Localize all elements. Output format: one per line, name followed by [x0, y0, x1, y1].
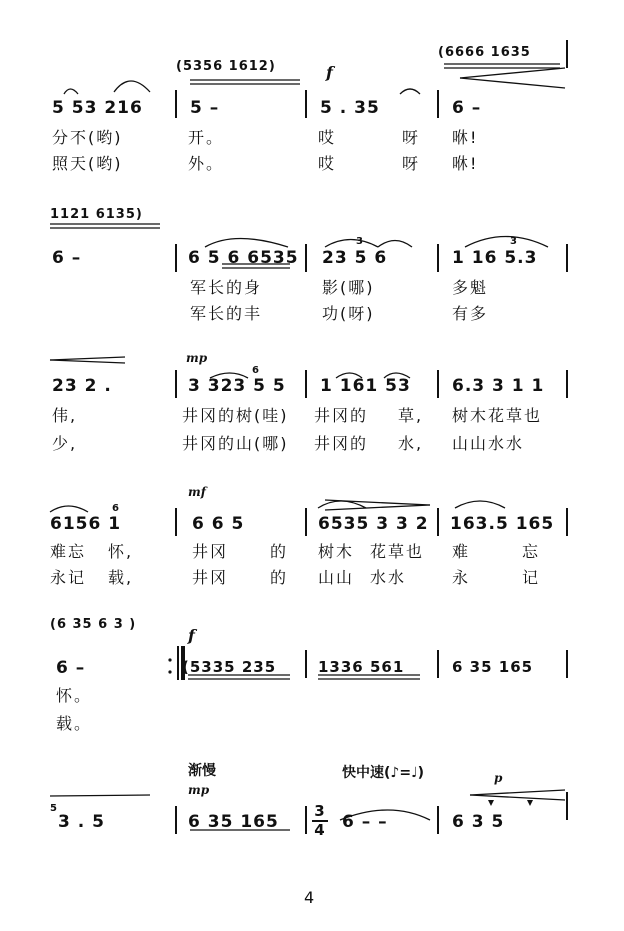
lyric: 怀,: [108, 542, 134, 561]
grace-note: 3: [510, 236, 517, 247]
lyric: 的: [270, 568, 289, 587]
dynamic-mezzo-forte: mf: [188, 485, 206, 499]
lyric: 影(哪): [322, 278, 375, 297]
measure: 6 –: [52, 248, 82, 268]
lyric: 山山水水: [452, 434, 525, 453]
barline: [305, 370, 307, 398]
lyric: 井冈: [192, 542, 229, 561]
lyric: 载,: [108, 568, 134, 587]
measure: 6 –: [452, 98, 482, 118]
measure: 1 161 53: [320, 376, 411, 396]
dynamic-mezzo-piano: mp: [188, 783, 210, 797]
time-signature-top: 3: [314, 802, 326, 820]
barline: [566, 792, 568, 820]
dynamic-piano: p: [494, 771, 503, 785]
barline: [175, 244, 177, 272]
barline: [566, 650, 568, 678]
lyric: 多魁: [452, 278, 489, 297]
measure: 6 6 5: [192, 514, 245, 534]
barline: [305, 244, 307, 272]
page-number: 4: [304, 888, 315, 907]
lyric: 开。: [188, 128, 225, 147]
lyric: 草,: [398, 406, 424, 425]
lyric: 难忘: [50, 542, 87, 561]
measure: 1336 561: [318, 658, 405, 676]
measure: 6535 3 3 2: [318, 514, 429, 534]
lyric: 水,: [398, 434, 424, 453]
barline: [566, 370, 568, 398]
barline: [437, 244, 439, 272]
measure: 3 . 5: [58, 812, 105, 832]
lyric: 军长的丰: [190, 304, 263, 323]
lyric: 井冈的山(哪): [182, 434, 289, 453]
measure: 6 5 6 6535: [188, 248, 299, 268]
lyric: 怀。: [56, 686, 93, 705]
lyric: 树木花草也: [452, 406, 543, 425]
measure: 5 –: [190, 98, 220, 118]
barline: [175, 806, 177, 834]
barline: [175, 508, 177, 536]
measure: 23 5 6: [322, 248, 388, 268]
lyric: 井冈: [192, 568, 229, 587]
measure: 6 3 5: [452, 812, 505, 832]
measure: 6 – –: [342, 812, 388, 832]
intro-phrase: 1121 6135): [50, 207, 143, 222]
lyric: 有多: [452, 304, 489, 323]
barline: [175, 90, 177, 118]
measure: 1 16 5.3: [452, 248, 538, 268]
lyric: 井冈的树(哇): [182, 406, 289, 425]
barline: [437, 90, 439, 118]
lyric: 伟,: [52, 406, 78, 425]
barline: [437, 806, 439, 834]
lyric: 井冈的: [314, 406, 369, 425]
lyric: 哎: [318, 128, 337, 147]
grace-note: 3: [356, 236, 363, 247]
tempo-marking: 渐慢: [188, 763, 216, 779]
barline: [305, 508, 307, 536]
lyric: 哎: [318, 154, 337, 173]
lyric: 永: [452, 568, 471, 587]
measure: (5335 235: [182, 658, 277, 676]
grace-note: 6: [252, 365, 259, 376]
measure: 5 . 35: [320, 98, 380, 118]
dynamic-forte: f: [326, 63, 333, 82]
lyric: 树木: [318, 542, 355, 561]
measure: 163.5 165: [450, 514, 555, 534]
lyric: 山山: [318, 568, 355, 587]
time-signature: [312, 804, 328, 838]
barline: [437, 508, 439, 536]
lyric: 永记: [50, 568, 87, 587]
lyric: 功(呀): [322, 304, 375, 323]
tempo-marking: 快中速(♪=♩): [342, 765, 425, 781]
lyric: 分不(哟): [52, 128, 123, 147]
lyric: 外。: [188, 154, 225, 173]
dynamic-mezzo-piano: mp: [186, 351, 208, 365]
measure: 6 –: [56, 658, 86, 678]
lyric: 水水: [370, 568, 407, 587]
grace-note: 5: [50, 803, 57, 814]
measure: 6 35 165: [188, 812, 279, 832]
measure: 23 2 .: [52, 376, 112, 396]
barline: [175, 370, 177, 398]
barline: [437, 650, 439, 678]
lyric: 井冈的: [314, 434, 369, 453]
barline: [305, 90, 307, 118]
lyric: 少,: [52, 434, 78, 453]
lyric: 军长的身: [190, 278, 263, 297]
dynamic-forte: f: [188, 626, 195, 645]
barline: [305, 806, 307, 834]
measure: 3 323 5 5: [188, 376, 286, 396]
barline: [566, 508, 568, 536]
lyric: 咻!: [452, 154, 479, 173]
barline: [566, 244, 568, 272]
measure: 6.3 3 1 1: [452, 376, 545, 396]
grace-note: 6: [112, 503, 119, 514]
lyric: 咻!: [452, 128, 479, 147]
lyric: 花草也: [370, 542, 425, 561]
lyric: 载。: [56, 714, 93, 733]
measure: 6156 1: [50, 514, 122, 534]
intro-phrase: (5356 1612): [176, 59, 276, 74]
intro-phrase: (6 35 6 3 ): [50, 617, 137, 632]
time-signature-bottom: 4: [314, 821, 326, 839]
lyric: 记: [522, 568, 541, 587]
lyric: 忘: [522, 542, 541, 561]
barline: [305, 650, 307, 678]
lyric: 照天(哟): [52, 154, 123, 173]
barline: [437, 370, 439, 398]
barline: [566, 40, 568, 68]
lyric: 呀: [402, 128, 421, 147]
measure: 5 53 216: [52, 98, 143, 118]
lyric: 难: [452, 542, 471, 561]
intro-phrase: (6666 1635: [438, 45, 531, 60]
measure: 6 35 165: [452, 658, 534, 676]
lyric: 的: [270, 542, 289, 561]
lyric: 呀: [402, 154, 421, 173]
